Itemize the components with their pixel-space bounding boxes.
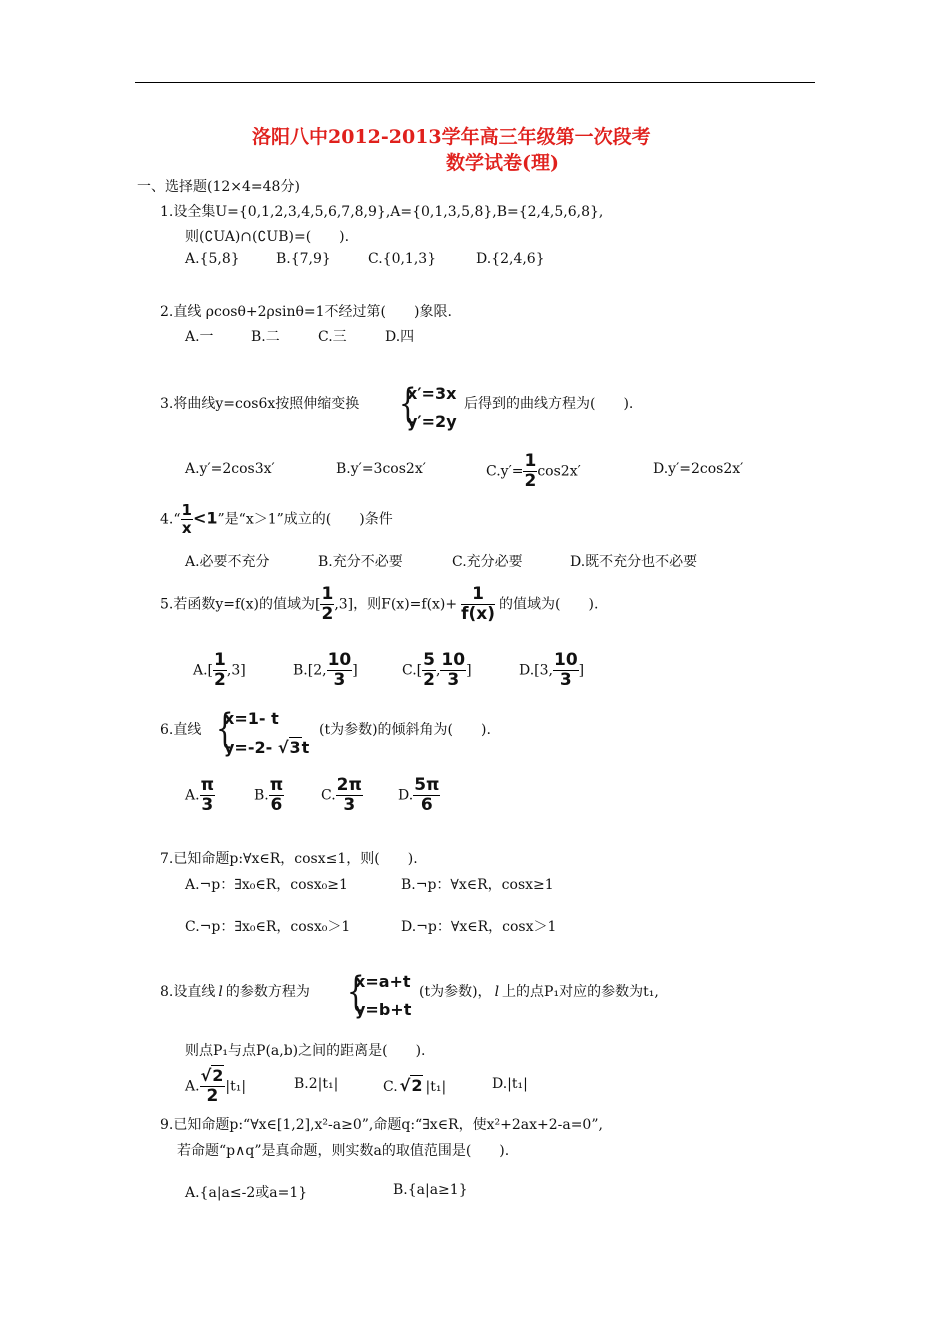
option-suffix: |t₁|: [425, 1079, 447, 1095]
option-separator: ,: [435, 662, 441, 679]
q1-option-d: D.{2,4,6}: [476, 251, 545, 267]
radicand: 2: [212, 1066, 224, 1085]
denominator: 2: [524, 471, 537, 491]
q8-option-d: D.|t₁|: [492, 1076, 528, 1092]
denominator: 3: [201, 795, 214, 815]
q5-option-b: [293, 652, 358, 689]
option-suffix: ,3]: [226, 662, 246, 679]
q5-stem: [160, 586, 598, 623]
stem-suffix-2: 上的点P₁对应的参数为t₁,: [502, 984, 659, 1000]
q2-stem: 2.直线 ρcosθ+2ρsinθ=1不经过第( )象限.: [160, 304, 452, 320]
q1-option-a: A.{5,8}: [185, 251, 240, 267]
numerator: 10: [327, 650, 352, 670]
q2-option-a: A.一: [185, 329, 214, 345]
numerator: 10: [441, 650, 466, 670]
q8-option-a: [185, 1068, 246, 1105]
q9-stem-line2: 若命题“p∧q”是真命题，则实数a的取值范围是( ).: [177, 1143, 510, 1159]
q6-parametric-system: [212, 705, 322, 761]
denominator: 2: [206, 1086, 219, 1106]
q3-system-line1: x′=3x: [407, 384, 457, 403]
q3-stem-suffix: 后得到的曲线方程为( ).: [464, 396, 634, 412]
option-suffix: ]: [578, 662, 585, 679]
q7-option-a: A.¬p：∃x₀∈R，cosx₀≥1: [185, 877, 348, 893]
denominator: x: [181, 519, 192, 537]
q5-option-a: [193, 652, 246, 689]
q5-middle: ,3]，则F(x)=f(x)+: [334, 596, 458, 613]
line-symbol: l: [494, 984, 500, 1000]
q5-option-d: [519, 652, 584, 689]
q2-option-c: C.三: [318, 329, 347, 345]
option-fraction: [213, 652, 227, 689]
denominator: 3: [559, 670, 572, 690]
q5-range-fraction: [320, 586, 334, 623]
option-suffix: ]: [466, 662, 472, 679]
option-fraction: [269, 777, 284, 814]
q4-option-c: C.充分必要: [452, 554, 523, 570]
q4-stem: [160, 503, 393, 536]
q8-system-line2: y=b+t: [355, 1000, 412, 1019]
q4-option-b: B.充分不必要: [318, 554, 403, 570]
q8-parametric-system: [343, 968, 428, 1024]
line-suffix: t: [301, 738, 310, 757]
q3-option-b: B.y′=3cos2x′: [336, 461, 426, 477]
q3-option-d: D.y′=2cos2x′: [653, 461, 744, 477]
q3-c-suffix: cos2x′: [537, 463, 581, 480]
q7-option-b: B.¬p：∀x∈R，cosx≥1: [401, 877, 554, 893]
q1-stem: 1.设全集U={0,1,2,3,4,5,6,7,8,9},A={0,1,3,5,8},B={2,4,5,6,8},: [160, 204, 604, 220]
q6-option-c: [321, 777, 363, 814]
option-fraction: [422, 652, 436, 689]
q8-stem-suffix: [419, 981, 659, 1001]
numerator: π: [269, 775, 284, 795]
exam-subtitle: 数学试卷(理): [446, 152, 559, 174]
q8-stem-prefix: [160, 981, 310, 1001]
q4-inequality: <1: [192, 508, 218, 528]
option-prefix: D.: [398, 787, 414, 804]
q1-option-b: B.{7,9}: [276, 251, 331, 267]
option-prefix: C.: [321, 787, 336, 804]
option-prefix: A.: [185, 787, 200, 804]
numerator: 1: [321, 584, 334, 604]
option-fraction: [200, 1068, 226, 1105]
exam-title: 洛阳八中2012-2013学年高三年级第一次段考: [252, 126, 651, 148]
q6-stem-prefix: 6.直线: [160, 722, 202, 738]
q4-option-a: A.必要不充分: [185, 554, 270, 570]
top-rule: [135, 82, 815, 83]
q7-option-d: D.¬p：∀x∈R，cosx＞1: [401, 919, 557, 935]
section-heading: 一、选择题(12×4=48分): [137, 179, 300, 195]
option-prefix: C.[: [402, 662, 423, 679]
denominator: f(x): [461, 604, 496, 624]
q7-stem: 7.已知命题p:∀x∈R，cosx≤1，则( ).: [160, 851, 418, 867]
line-prefix: y=-2-: [224, 738, 273, 757]
q4-suffix: ”是“x＞1”成立的( )条件: [217, 511, 393, 528]
q6-option-a: [185, 777, 215, 814]
numerator: [200, 1068, 226, 1087]
option-prefix: A.: [185, 1078, 200, 1095]
q3-option-a: A.y′=2cos3x′: [185, 461, 275, 477]
numerator: 5π: [414, 775, 440, 795]
q8-system-line1: x=a+t: [355, 972, 411, 991]
option-fraction: [327, 652, 353, 689]
brace-icon: {: [215, 706, 234, 752]
q6-system-line2: [224, 738, 309, 757]
denominator: 3: [447, 670, 460, 690]
option-suffix: |t₁|: [225, 1078, 247, 1095]
denominator: 3: [343, 795, 356, 815]
sqrt-icon: √3: [277, 738, 301, 757]
q3-option-c: [486, 453, 581, 490]
q6-option-d: [398, 777, 440, 814]
q3-c-fraction: [523, 453, 537, 490]
option-fraction-2: [440, 652, 466, 689]
stem-suffix: (t为参数)，: [419, 984, 492, 1000]
denominator: 2: [423, 670, 435, 690]
q5-suffix: 的值域为( ).: [499, 596, 599, 613]
q9-option-b: B.{a|a≥1}: [393, 1182, 468, 1198]
brace-icon: {: [346, 969, 365, 1015]
sqrt-icon: √2: [200, 1066, 224, 1085]
option-prefix: C.: [383, 1079, 398, 1095]
numerator: 1: [524, 451, 537, 471]
brace-icon: {: [398, 381, 417, 427]
numerator: 1: [461, 586, 495, 605]
option-suffix: ]: [352, 662, 358, 679]
q4-prefix: 4.“: [160, 511, 181, 528]
option-fraction: [553, 652, 579, 689]
q4-fraction: [181, 503, 193, 536]
option-fraction: [200, 777, 215, 814]
q2-option-b: B.二: [251, 329, 280, 345]
q5-reciprocal-fraction: [461, 586, 495, 623]
numerator: π: [200, 775, 215, 795]
q1-option-c: C.{0,1,3}: [368, 251, 437, 267]
radicand: 3: [289, 738, 301, 757]
q3-stem-prefix: 3.将曲线y=cos6x按照伸缩变换: [160, 396, 360, 412]
q4-option-d: D.既不充分也不必要: [570, 554, 698, 570]
numerator: 5: [423, 650, 435, 670]
option-prefix: A.[: [193, 662, 214, 679]
q7-option-c: C.¬p：∃x₀∈R，cosx₀＞1: [185, 919, 351, 935]
q2-option-d: D.四: [385, 329, 415, 345]
numerator: 1: [214, 650, 226, 670]
q8-stem-line2: 则点P₁与点P(a,b)之间的距离是( ).: [185, 1043, 426, 1059]
q3-system-line2: y′=2y: [407, 412, 457, 431]
numerator: 1: [181, 501, 192, 519]
stem-prefix: 8.设直线: [160, 984, 216, 1000]
denominator: 3: [333, 670, 346, 690]
option-fraction: [413, 777, 440, 814]
option-fraction: [336, 777, 363, 814]
q6-option-b: [254, 777, 284, 814]
numerator: 10: [554, 650, 578, 670]
denominator: 6: [270, 795, 283, 815]
q1-stem-line2: 则(∁UA)∩(∁UB)=( ).: [185, 229, 350, 245]
radicand: 2: [411, 1076, 423, 1095]
q6-system-line1: x=1- t: [224, 709, 279, 728]
q3-c-prefix: C.y′=: [486, 463, 524, 480]
q8-option-b: B.2|t₁|: [294, 1076, 339, 1092]
denominator: 2: [214, 670, 226, 690]
option-prefix: B.: [254, 787, 269, 804]
option-prefix: D.[3,: [519, 662, 553, 679]
q6-stem-suffix: (t为参数)的倾斜角为( ).: [319, 722, 491, 738]
line-symbol: l: [218, 984, 223, 1000]
sqrt-icon: √2: [399, 1076, 423, 1095]
q8-option-c: [383, 1076, 446, 1095]
option-prefix: B.[2,: [293, 662, 327, 679]
q3-transform-system: [395, 380, 465, 436]
denominator: 6: [420, 795, 433, 815]
denominator: 2: [321, 604, 334, 624]
q5-option-c: [402, 652, 472, 689]
q5-prefix: 5.若函数y=f(x)的值域为[: [160, 596, 321, 613]
numerator: 2π: [336, 775, 362, 795]
q9-stem: 9.已知命题p:“∀x∈[1,2],x²-a≥0”,命题q:“∃x∈R，使x²+2ax+2-a=0”,: [160, 1117, 603, 1133]
q9-option-a: A.{a|a≤-2或a=1}: [185, 1185, 308, 1201]
stem-middle: 的参数方程为: [225, 984, 310, 1000]
